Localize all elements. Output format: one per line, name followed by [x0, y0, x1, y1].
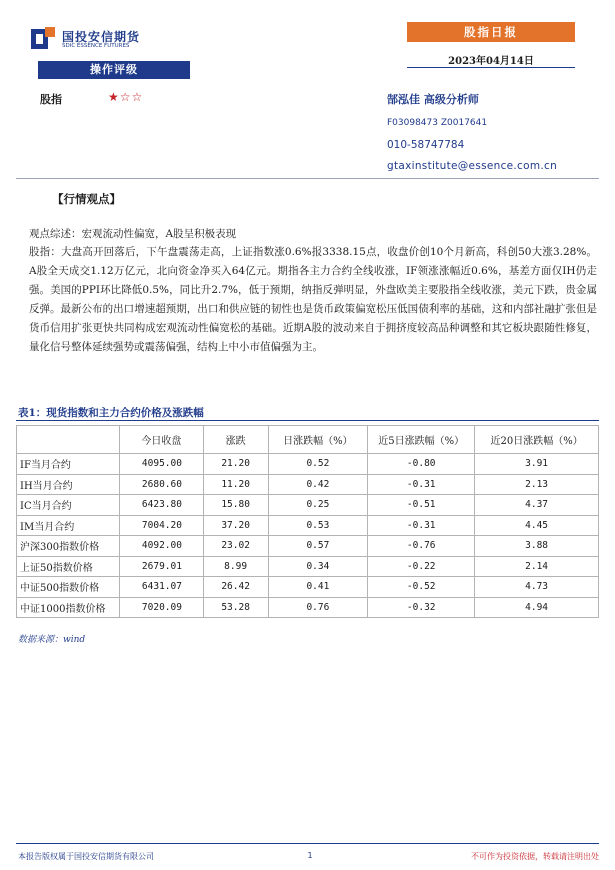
table-row [17, 536, 599, 557]
data-source: 数据来源：wind [18, 635, 86, 645]
cell-change: 21.20 [203, 454, 268, 475]
section-title: 【行情观点】 [52, 192, 121, 206]
row-name: IM当月合约 [17, 515, 120, 536]
cell-daily-pct: 0.34 [268, 556, 368, 577]
cell-20day-pct: 4.37 [475, 495, 599, 516]
row-name: IH当月合约 [17, 474, 120, 495]
row-name: 上证50指数价格 [17, 556, 120, 577]
logo-name-cn: 国投安信期货 [62, 30, 141, 44]
table-row [17, 556, 599, 577]
cell-change: 37.20 [203, 515, 268, 536]
company-logo [30, 26, 150, 54]
column-header: 近5日涨跌幅（%） [368, 426, 475, 454]
cell-close: 2679.01 [119, 556, 203, 577]
summary-line: 观点综述：宏观流动性偏宽，A股呈积极表现 [29, 228, 237, 240]
price-table [16, 425, 599, 618]
cell-5day-pct: -0.52 [368, 577, 475, 598]
cell-5day-pct: -0.80 [368, 454, 475, 475]
cell-5day-pct: -0.22 [368, 556, 475, 577]
cell-5day-pct: -0.76 [368, 536, 475, 557]
report-type-banner: 股指日报 [407, 22, 575, 42]
rating-label: 股指 [40, 93, 62, 106]
cell-daily-pct: 0.42 [268, 474, 368, 495]
table-row [17, 495, 599, 516]
table-row [17, 474, 599, 495]
table-title-divider [16, 420, 599, 421]
logo-name-en: SDIC ESSENCE FUTURES [62, 43, 130, 49]
analyst-phone: 010-58747784 [387, 139, 465, 151]
cell-20day-pct: 2.13 [475, 474, 599, 495]
cell-20day-pct: 2.14 [475, 556, 599, 577]
cell-change: 26.42 [203, 577, 268, 598]
column-header: 今日收盘 [119, 426, 203, 454]
cell-close: 4092.00 [119, 536, 203, 557]
column-header: 日涨跌幅（%） [268, 426, 368, 454]
cell-20day-pct: 4.73 [475, 577, 599, 598]
page-number: 1 [307, 851, 313, 860]
report-date: 2023年04月14日 [448, 56, 534, 67]
date-divider [407, 67, 575, 68]
cell-20day-pct: 4.45 [475, 515, 599, 536]
cell-5day-pct: -0.31 [368, 474, 475, 495]
rating-title-bar: 操作评级 [38, 61, 190, 79]
footer-disclaimer: 不可作为投资依据，转载请注明出处 [471, 852, 599, 861]
row-name: IC当月合约 [17, 495, 120, 516]
column-header: 近20日涨跌幅（%） [475, 426, 599, 454]
analyst-cert: F03098473 Z0017641 [387, 118, 488, 128]
logo-mark-icon [30, 26, 56, 52]
cell-20day-pct: 3.91 [475, 454, 599, 475]
analyst-email[interactable]: gtaxinstitute@essence.com.cn [387, 160, 558, 172]
cell-daily-pct: 0.53 [268, 515, 368, 536]
column-header [17, 426, 120, 454]
cell-20day-pct: 4.94 [475, 597, 599, 618]
table-title: 表1：现货指数和主力合约价格及涨跌幅 [18, 407, 204, 419]
row-name: 中证1000指数价格 [17, 597, 120, 618]
cell-daily-pct: 0.76 [268, 597, 368, 618]
cell-close: 7020.09 [119, 597, 203, 618]
cell-daily-pct: 0.41 [268, 577, 368, 598]
cell-change: 53.28 [203, 597, 268, 618]
cell-daily-pct: 0.25 [268, 495, 368, 516]
market-commentary: 股指：大盘高开回落后，下午盘震荡走高，上证指数涨0.6%报3338.15点，收盘价创10个月新高，科创50大涨3.28%。A股全天成交1.12万亿元，北向资金净买入64亿元。期指各主力合约全线收涨，IF领涨涨幅近0.6%，基差方面仅IH仍走强。美国的PPI环比降低0.5%，同比升2.7%，低于预期，纳指反弹明显，外盘欧美主要股指全线收涨，美元下跌，贵金属反弹。最新公布的出口增速超预期，出口和供应链的韧性也是货币政策偏宽松压低国债利率的基础，这和内部社融扩张但是货币信用扩张更快共同构成宏观流动性偏宽松的基础。近期A股的波动来自于拥挤度较高品种调整和其它板块跟随性修复，量化信号整体延续强势或震荡偏强，结构上中小市值偏强为主。 [29, 246, 597, 353]
rating-stars-icon: ★☆☆ [108, 90, 144, 104]
row-name: 中证500指数价格 [17, 577, 120, 598]
footer-copyright: 本报告版权属于国投安信期货有限公司 [18, 852, 154, 861]
row-name: IF当月合约 [17, 454, 120, 475]
cell-close: 7004.20 [119, 515, 203, 536]
cell-close: 2680.60 [119, 474, 203, 495]
analyst-name: 郜泓佳 高级分析师 [387, 93, 479, 106]
footer-divider [16, 843, 599, 844]
cell-close: 4095.00 [119, 454, 203, 475]
column-header: 涨跌 [203, 426, 268, 454]
table-row [17, 577, 599, 598]
cell-5day-pct: -0.31 [368, 515, 475, 536]
cell-5day-pct: -0.32 [368, 597, 475, 618]
cell-change: 15.80 [203, 495, 268, 516]
cell-5day-pct: -0.51 [368, 495, 475, 516]
table-row [17, 597, 599, 618]
header-divider [16, 178, 599, 179]
table-row [17, 515, 599, 536]
cell-change: 8.99 [203, 556, 268, 577]
cell-daily-pct: 0.57 [268, 536, 368, 557]
row-name: 沪深300指数价格 [17, 536, 120, 557]
cell-close: 6431.07 [119, 577, 203, 598]
table-row [17, 454, 599, 475]
cell-change: 11.20 [203, 474, 268, 495]
cell-20day-pct: 3.88 [475, 536, 599, 557]
table-header-row [17, 426, 599, 454]
cell-change: 23.02 [203, 536, 268, 557]
cell-daily-pct: 0.52 [268, 454, 368, 475]
cell-close: 6423.80 [119, 495, 203, 516]
